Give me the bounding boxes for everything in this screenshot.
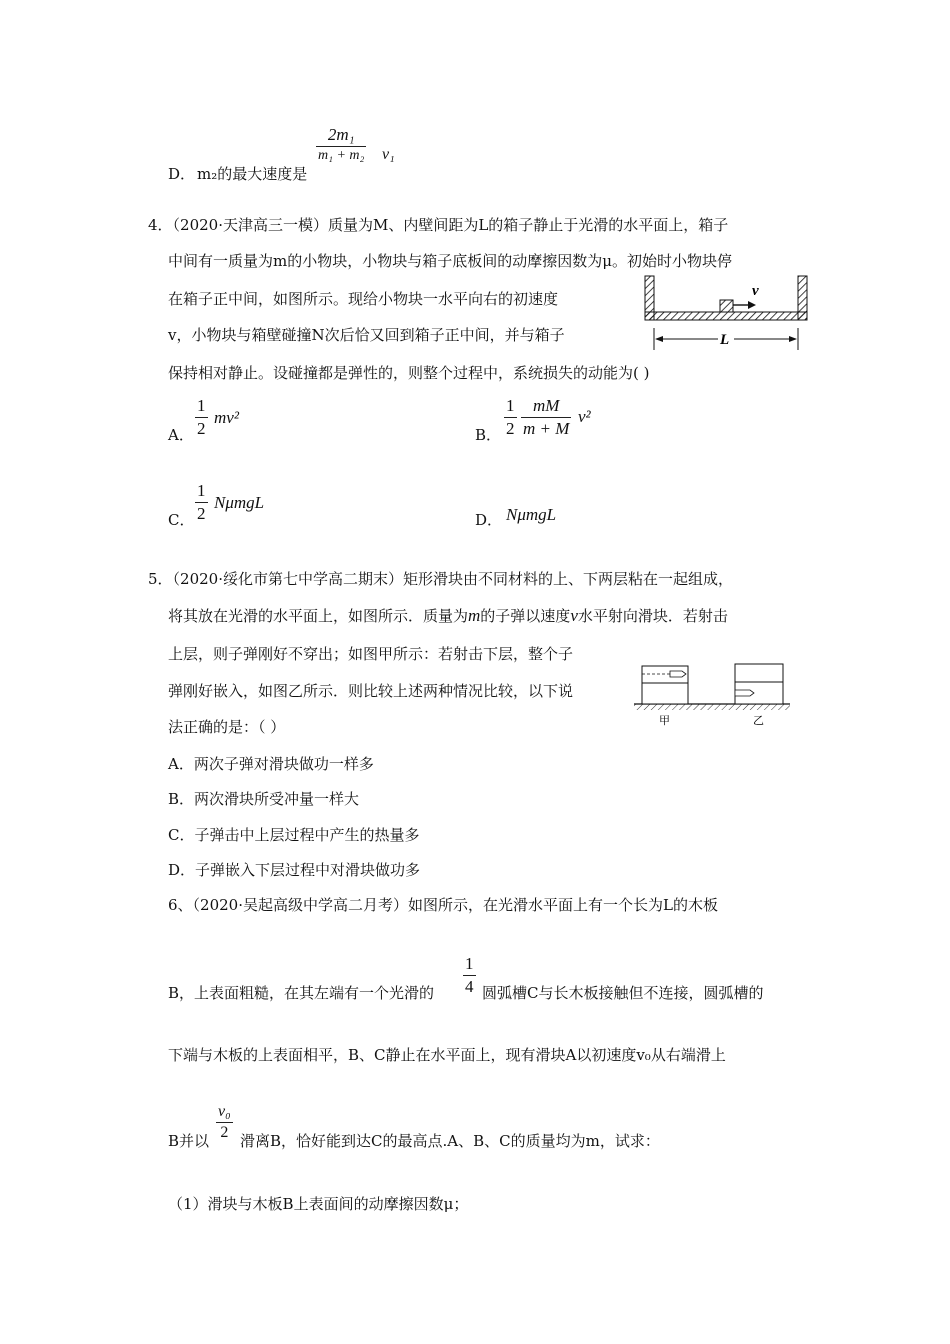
q4-option-d-text: NμmgL	[506, 505, 557, 524]
q4-option-b-fraction-2	[521, 396, 571, 439]
q4-stem-line2: 中间有一质量为m的小物块，小物块与箱子底板间的动摩擦因数为μ。初始时小物块停	[168, 252, 732, 270]
label-yi: 乙	[753, 714, 764, 727]
q4-option-c-label: C．	[168, 511, 195, 529]
fraction-numerator: 1	[197, 481, 206, 500]
q6-stem-line4b: 滑离B，恰好能到达C的最高点.A、B、C的质量均为m，试求：	[240, 1132, 660, 1150]
q4-option-b-tail: v²	[578, 407, 591, 426]
q4-stem-line1: 4．（2020·天津高三一模）质量为M、内壁间距为L的箱子静止于光滑的水平面上，箱子	[148, 216, 729, 234]
fraction-numerator: 1	[506, 396, 515, 415]
fraction-numerator: v₀	[218, 1103, 231, 1120]
q6-stem-line1: 6、（2020·吴起高级中学高二月考）如图所示，在光滑水平面上有一个长为L的木板	[168, 896, 718, 914]
q5-option-d: D．子弹嵌入下层过程中对滑块做功多	[168, 861, 421, 879]
q4-option-a-fraction	[195, 396, 208, 439]
bullet-jia	[670, 671, 686, 677]
q5-mass-symbol: m	[468, 606, 481, 625]
q4-option-c-fraction	[195, 481, 208, 524]
ground-hatch	[634, 704, 790, 710]
q6-stem-line4a: B并以	[168, 1132, 210, 1150]
fraction-denominator: 2	[506, 419, 515, 438]
q3-option-d-text: m₂的最大速度是	[197, 165, 308, 183]
q4-option-a-tail: mv²	[214, 408, 239, 427]
q5-line2-part-b: 的子弹以速度	[480, 607, 571, 625]
q5-line2-part-c: 水平射向滑块．若射击	[577, 607, 728, 625]
q6-quarter-fraction	[463, 954, 476, 997]
q5-line2-part-a: 将其放在光滑的水平面上，如图所示．质量为	[168, 607, 469, 625]
q5-stem-line5: 法正确的是：（ ）	[168, 718, 286, 736]
q4-option-b-fraction-1	[504, 396, 517, 439]
q5-stem-line3: 上层，则子弹刚好不穿出；如图甲所示：若射击下层，整个子	[168, 645, 574, 663]
q4-option-c-tail: NμmgL	[214, 493, 265, 512]
q6-stem-line2a: B，上表面粗糙，在其左端有一个光滑的	[168, 984, 435, 1002]
fraction-numerator: 2m₁	[327, 125, 355, 144]
dimension-label: L	[720, 332, 730, 348]
q6-stem-line2b: 圆弧槽C与长木板接触但不连接，圆弧槽的	[482, 984, 764, 1002]
block-yi	[735, 664, 783, 704]
q3-option-d-label: D．	[168, 165, 196, 183]
q4-stem-line4: v，小物块与箱壁碰撞N次后恰又回到箱子正中间，并与箱子	[168, 326, 565, 344]
q4-option-b-label: B．	[475, 426, 502, 444]
fraction-numerator: mM	[532, 396, 560, 415]
q4-stem-line5: 保持相对静止。设碰撞都是弹性的，则整个过程中，系统损失的动能为( )	[168, 364, 650, 382]
q4-option-d-label: D．	[475, 511, 503, 529]
fraction-denominator: 4	[465, 977, 474, 996]
q6-half-velocity-fraction	[216, 1103, 233, 1142]
q4-stem-line3: 在箱子正中间，如图所示。现给小物块一水平向右的初速度	[168, 290, 559, 308]
box-floor	[645, 312, 807, 320]
q5-stem-line4: 弹刚好嵌入，如图乙所示．则比较上述两种情况比较，以下说	[168, 682, 574, 700]
fraction-denominator: 2	[216, 1122, 233, 1142]
q6-subquestion-1: （1）滑块与木板B上表面间的动摩擦因数μ；	[168, 1195, 469, 1213]
box-with-block-figure	[640, 272, 812, 354]
fraction-denominator: 2	[197, 504, 206, 523]
q5-stem-line1: 5．（2020·绥化市第七中学高二期末）矩形滑块由不同材料的上、下两层粘在一起组成，	[148, 570, 733, 588]
label-jia: 甲	[659, 714, 670, 727]
q6-stem-line3: 下端与木板的上表面相平，B、C静止在水平面上，现有滑块A以初速度v₀从右端滑上	[168, 1046, 726, 1064]
small-block	[720, 300, 733, 312]
q5-velocity-symbol: v	[570, 606, 578, 625]
q5-option-c: C．子弹击中上层过程中产生的热量多	[168, 826, 420, 844]
fraction-denominator: m₁ + m₂	[318, 148, 365, 163]
dimension-arrow-right	[789, 336, 797, 342]
q3-option-d-tail: v₁	[382, 146, 395, 163]
dimension-arrow-left	[655, 336, 663, 342]
q5-option-b: B．两次滑块所受冲量一样大	[168, 790, 360, 808]
velocity-label: v	[752, 283, 759, 299]
q5-stem-line2	[168, 605, 728, 626]
fraction-denominator: m + M	[523, 419, 570, 438]
fraction-numerator: 1	[465, 954, 474, 973]
bullet-slider-figure	[632, 658, 794, 728]
q5-option-a: A．两次子弹对滑块做功一样多	[168, 755, 374, 773]
velocity-arrow-head	[748, 301, 756, 309]
bullet-yi	[735, 690, 754, 696]
q3-option-d-fraction	[316, 125, 366, 164]
q4-option-a-label: A．	[168, 426, 194, 444]
fraction-denominator: 2	[197, 419, 206, 438]
fraction-numerator: 1	[197, 396, 206, 415]
